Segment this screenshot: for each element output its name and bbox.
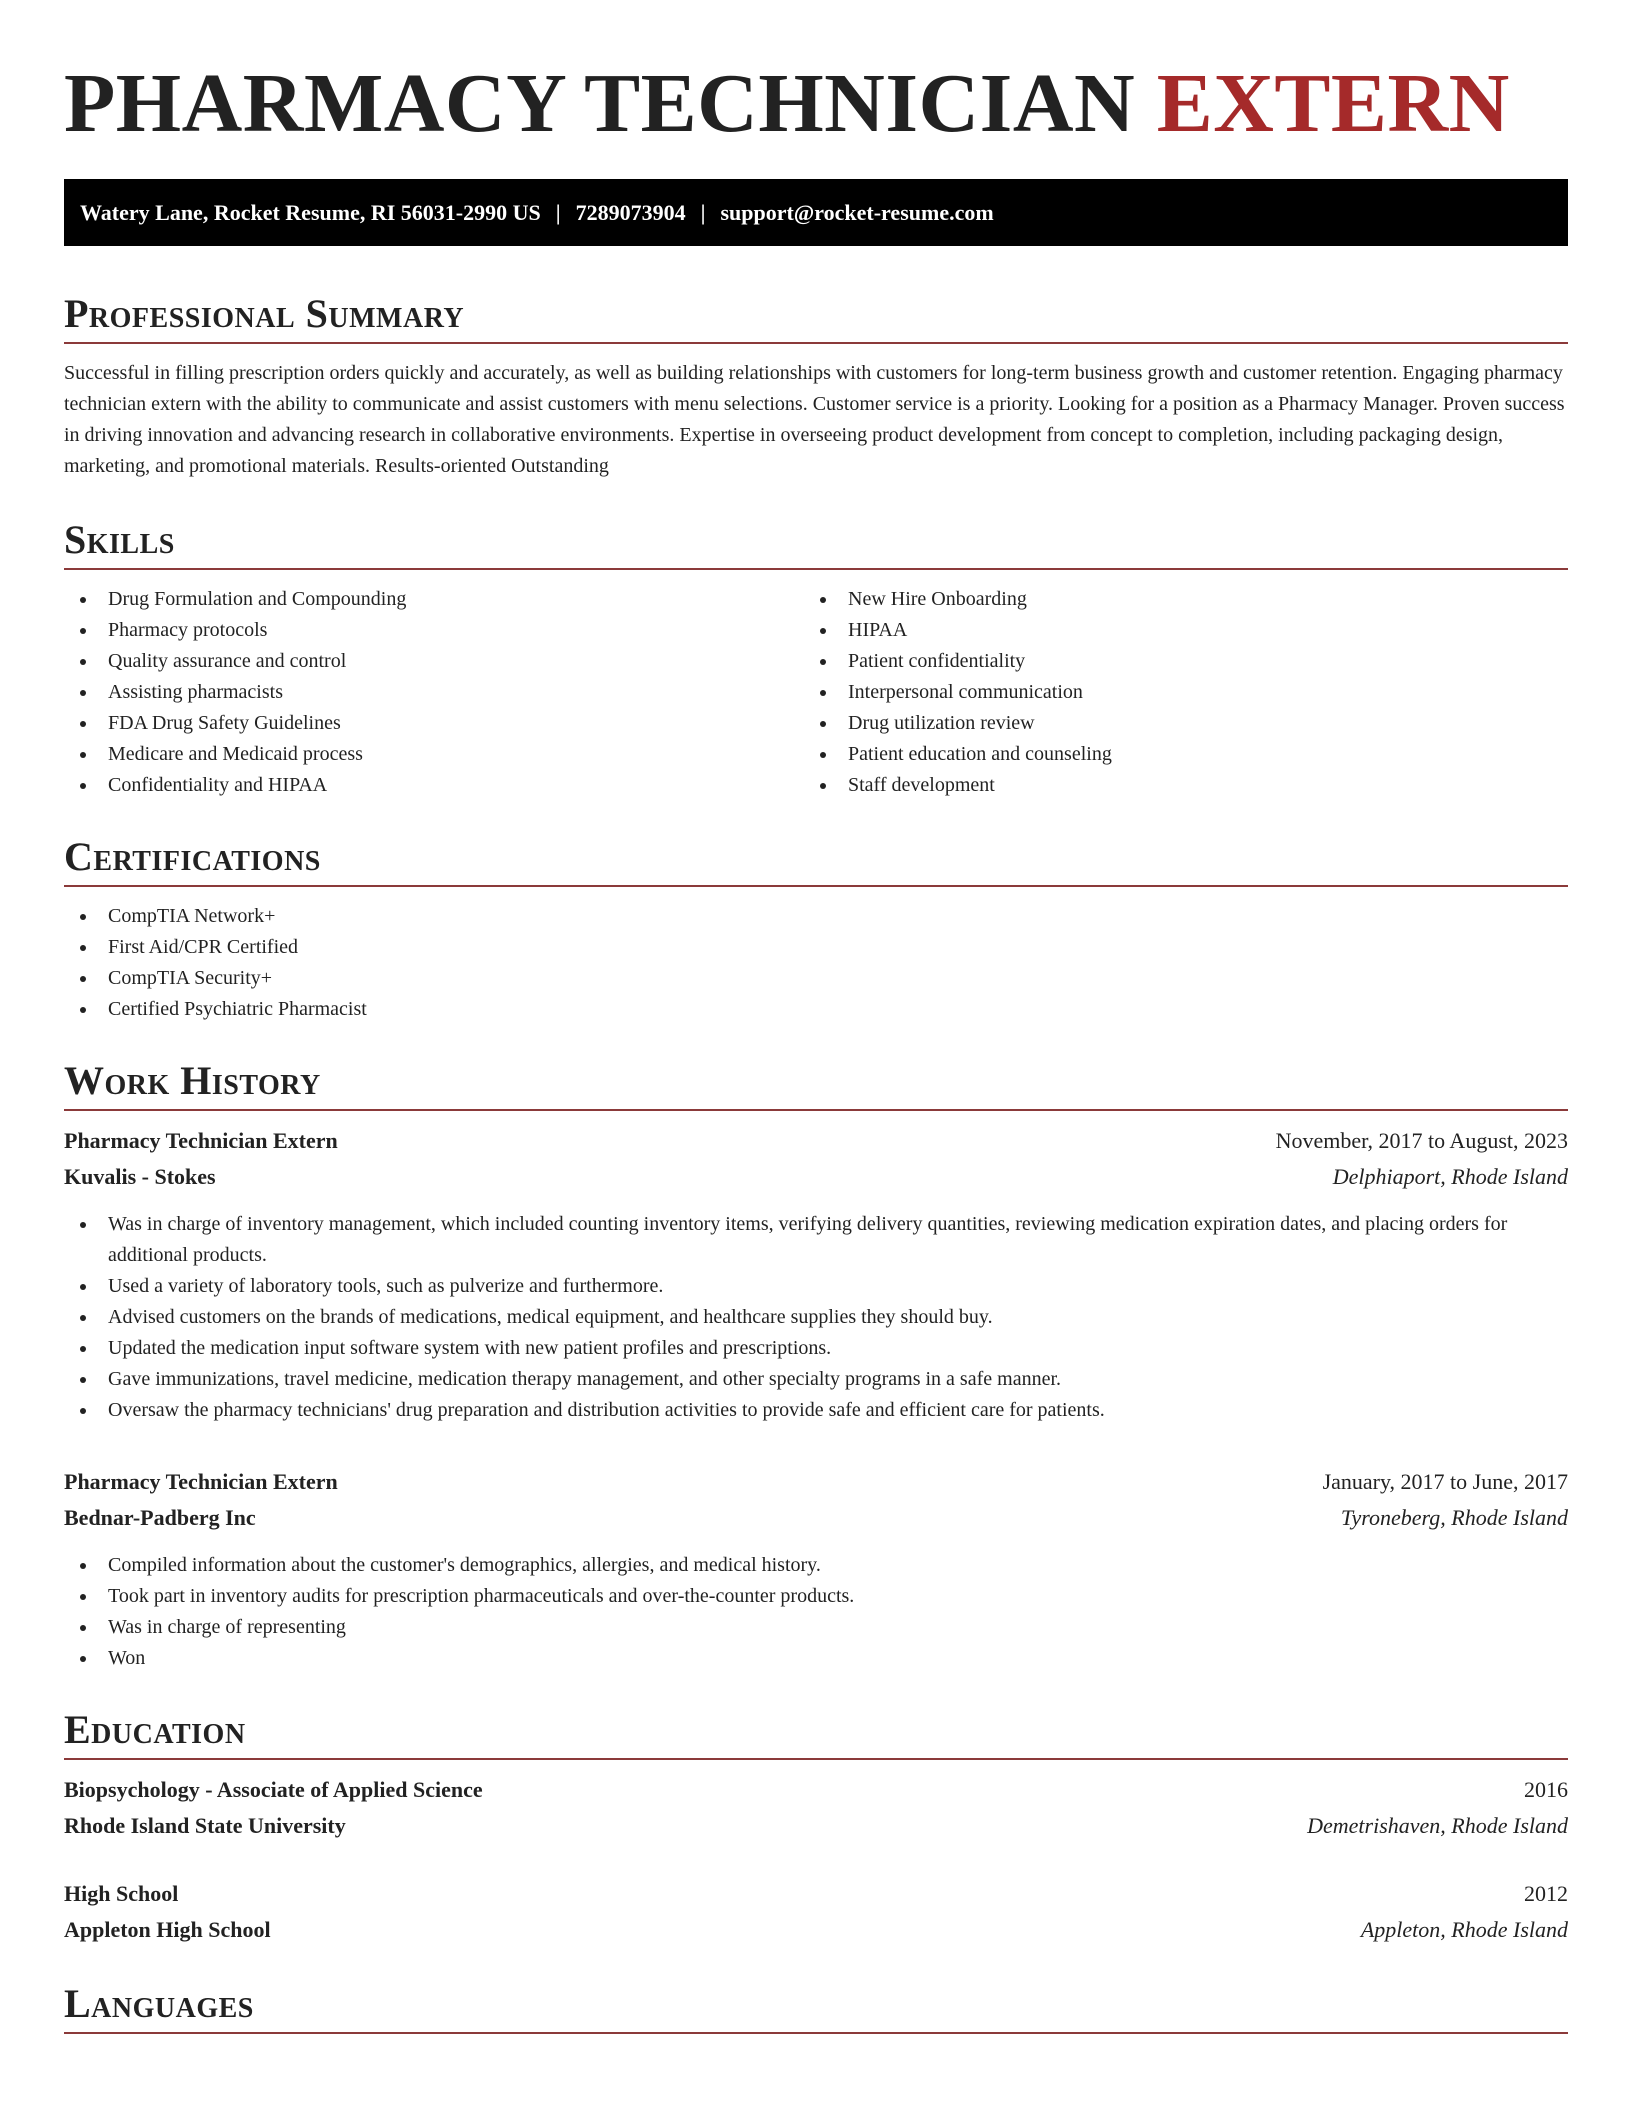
education-year: 2012 xyxy=(1524,1881,1568,1906)
skill-item: Drug Formulation and Compounding xyxy=(64,584,804,615)
job-bullet: Won xyxy=(64,1643,1568,1674)
work-history-section xyxy=(64,1053,1568,1674)
skills-section xyxy=(64,512,1568,801)
job-bullet: Oversaw the pharmacy technicians' drug preparation and distribution activities to provide safe and efficient care for patients. xyxy=(64,1395,1568,1426)
job-dates: November, 2017 to August, 2023 xyxy=(1275,1128,1568,1153)
certifications-section xyxy=(64,829,1568,1025)
skill-item: Pharmacy protocols xyxy=(64,615,804,646)
job-company: Bednar-Padberg Inc xyxy=(64,1505,256,1530)
job-bullet: Used a variety of laboratory tools, such as pulverize and furthermore. xyxy=(64,1271,1568,1302)
skill-item: HIPAA xyxy=(804,615,1544,646)
section-divider xyxy=(64,885,1568,887)
skill-item: Patient confidentiality xyxy=(804,646,1544,677)
education-degree: Biopsychology - Associate of Applied Science xyxy=(64,1777,483,1802)
title-main: PHARMACY TECHNICIAN xyxy=(64,57,1136,150)
skill-item: Patient education and counseling xyxy=(804,739,1544,770)
job-dates: January, 2017 to June, 2017 xyxy=(1322,1469,1568,1494)
skill-item: Drug utilization review xyxy=(804,708,1544,739)
certification-item: CompTIA Network+ xyxy=(64,901,1568,932)
education-location: Demetrishaven, Rhode Island xyxy=(1307,1813,1568,1838)
job-title: Pharmacy Technician Extern xyxy=(64,1128,338,1153)
skill-item: Interpersonal communication xyxy=(804,677,1544,708)
contact-bar xyxy=(64,179,1568,246)
job-company-row xyxy=(64,1500,1568,1536)
job-header-row xyxy=(64,1464,1568,1500)
job-bullet: Gave immunizations, travel medicine, medication therapy management, and other specialty programs in a safe manner. xyxy=(64,1364,1568,1395)
education-entry xyxy=(64,1876,1568,1948)
contact-phone[interactable]: 7289073904 xyxy=(575,200,686,225)
section-divider xyxy=(64,342,1568,344)
contact-separator: | xyxy=(555,200,561,225)
summary-text: Successful in filling prescription orders quickly and accurately, as well as building relationships with customers for long-term business growth and customer retention. Engaging pharmacy technician extern with the ability to communicate and assist customers with menu selections. Customer service is a priority. Looking for a position as a Pharmacy Manager. Proven success in driving innovation and advancing research in collaborative environments. Expertise in overseeing product development from concept to completion, including packaging design, marketing, and promotional materials. Results-oriented Outstanding xyxy=(64,362,1565,477)
contact-email[interactable]: support@rocket-resume.com xyxy=(720,200,994,225)
education-school: Appleton High School xyxy=(64,1917,271,1942)
section-heading: Languages xyxy=(64,1981,254,2026)
section-divider xyxy=(64,1758,1568,1760)
section-heading: Certifications xyxy=(64,834,321,879)
contact-separator: | xyxy=(700,200,706,225)
job-header-row xyxy=(64,1123,1568,1159)
job-bullet: Updated the medication input software system with new patient profiles and prescriptions. xyxy=(64,1333,1568,1364)
job-bullet: Took part in inventory audits for prescription pharmaceuticals and over-the-counter products. xyxy=(64,1581,1568,1612)
education-year: 2016 xyxy=(1524,1777,1568,1802)
job-location: Tyroneberg, Rhode Island xyxy=(1340,1505,1568,1530)
skill-item: Medicare and Medicaid process xyxy=(64,739,804,770)
certification-item: CompTIA Security+ xyxy=(64,963,1568,994)
summary-section xyxy=(64,286,1568,482)
section-heading: Professional Summary xyxy=(64,291,465,336)
section-heading: Work History xyxy=(64,1058,321,1103)
certification-item: First Aid/CPR Certified xyxy=(64,932,1568,963)
skill-item: FDA Drug Safety Guidelines xyxy=(64,708,804,739)
section-divider xyxy=(64,2032,1568,2034)
title-accent: EXTERN xyxy=(1156,57,1510,150)
education-entry xyxy=(64,1772,1568,1844)
job-entry xyxy=(64,1464,1568,1674)
resume-title xyxy=(64,0,1568,152)
skill-item: Staff development xyxy=(804,770,1544,801)
job-entry xyxy=(64,1123,1568,1426)
skills-grid xyxy=(64,584,1568,801)
contact-address: Watery Lane, Rocket Resume, RI 56031-2990 US xyxy=(80,200,541,225)
job-title: Pharmacy Technician Extern xyxy=(64,1469,338,1494)
skill-item: Quality assurance and control xyxy=(64,646,804,677)
job-bullet: Advised customers on the brands of medications, medical equipment, and healthcare supplies they should buy. xyxy=(64,1302,1568,1333)
job-bullets xyxy=(64,1550,1568,1674)
job-company-row xyxy=(64,1159,1568,1195)
skill-item: Confidentiality and HIPAA xyxy=(64,770,804,801)
section-heading: Skills xyxy=(64,517,175,562)
education-school: Rhode Island State University xyxy=(64,1813,346,1838)
job-bullet: Compiled information about the customer's demographics, allergies, and medical history. xyxy=(64,1550,1568,1581)
section-heading: Education xyxy=(64,1707,246,1752)
certification-item: Certified Psychiatric Pharmacist xyxy=(64,994,1568,1025)
education-section xyxy=(64,1702,1568,1948)
skills-list-left xyxy=(64,584,804,801)
languages-section xyxy=(64,1976,1568,2034)
education-school-row xyxy=(64,1912,1568,1948)
job-bullet: Was in charge of inventory management, which included counting inventory items, verifying delivery quantities, reviewing medication expiration dates, and placing orders for additional products. xyxy=(64,1209,1568,1271)
certifications-list xyxy=(64,901,1568,1025)
education-school-row xyxy=(64,1808,1568,1844)
job-location: Delphiaport, Rhode Island xyxy=(1332,1164,1568,1189)
skills-list-right xyxy=(804,584,1544,801)
skill-item: New Hire Onboarding xyxy=(804,584,1544,615)
job-bullet: Was in charge of representing xyxy=(64,1612,1568,1643)
education-location: Appleton, Rhode Island xyxy=(1360,1917,1568,1942)
education-header-row xyxy=(64,1876,1568,1912)
education-degree: High School xyxy=(64,1881,179,1906)
job-bullets xyxy=(64,1209,1568,1426)
skill-item: Assisting pharmacists xyxy=(64,677,804,708)
section-divider xyxy=(64,1109,1568,1111)
section-divider xyxy=(64,568,1568,570)
education-header-row xyxy=(64,1772,1568,1808)
job-company: Kuvalis - Stokes xyxy=(64,1164,216,1189)
